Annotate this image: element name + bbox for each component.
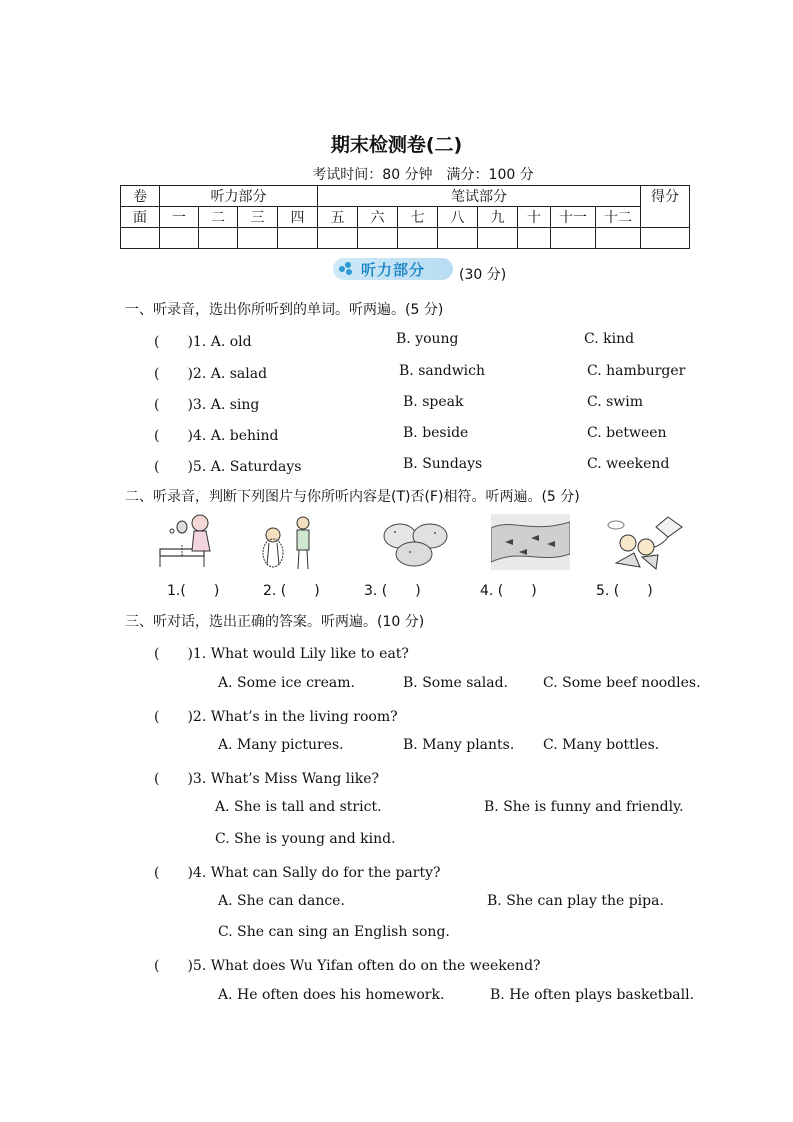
s3-q2-b: B. Many plants. [403, 737, 515, 753]
col-8: 八 [438, 207, 478, 228]
blank-cell[interactable] [551, 228, 596, 249]
section3-heading: 三、听对话，选出正确的答案。听两遍。(10 分) [125, 614, 425, 630]
s3-q5: ( )5. What does Wu Yifan often do on the weekend? [154, 958, 541, 974]
s3-q3-b: B. She is funny and friendly. [484, 799, 684, 815]
col-2: 二 [199, 207, 238, 228]
blank-cell[interactable] [518, 228, 551, 249]
blank-cell[interactable] [398, 228, 438, 249]
river-fish-image [491, 514, 570, 570]
s3-q2: ( )2. What’s in the living room? [154, 709, 398, 725]
s1-q1-b: B. young [396, 331, 459, 347]
s1-q1-c: C. kind [584, 331, 635, 347]
col-12: 十二 [596, 207, 641, 228]
s1-q4-c: C. between [587, 425, 667, 441]
s1-q2-b: B. sandwich [399, 363, 486, 379]
s3-q2-a: A. Many pictures. [218, 737, 344, 753]
s1-q2-c: C. hamburger [587, 363, 686, 379]
picture-label-4: 4. ( ) [480, 583, 537, 599]
ping-pong-girl-image [158, 511, 228, 571]
s3-q4-c: C. She can sing an English song. [218, 924, 450, 940]
juan-cell: 卷 [121, 186, 160, 207]
s1-q5: ( )5. A. Saturdays [154, 459, 302, 475]
score-header: 得分 [641, 186, 690, 228]
banner-label: 听力部分 [361, 261, 426, 279]
col-9: 九 [478, 207, 518, 228]
blank-cell[interactable] [358, 228, 398, 249]
blank-cell[interactable] [478, 228, 518, 249]
col-7: 七 [398, 207, 438, 228]
section1-heading: 一、听录音，选出你所听到的单词。听两遍。(5 分) [125, 302, 444, 318]
s1-q3: ( )3. A. sing [154, 397, 260, 413]
blank-cell[interactable] [278, 228, 318, 249]
writing-header: 笔试部分 [318, 186, 641, 207]
blank-cell[interactable] [596, 228, 641, 249]
s1-q1: ( )1. A. old [154, 334, 252, 350]
listening-points: (30 分) [459, 267, 507, 283]
s3-q2-c: C. Many bottles. [543, 737, 660, 753]
col-5: 五 [318, 207, 358, 228]
s3-q1-c: C. Some beef noodles. [543, 675, 701, 691]
s3-q3-c: C. She is young and kind. [215, 831, 396, 847]
score-table [120, 185, 690, 249]
picture-label-2: 2. ( ) [263, 583, 320, 599]
picture-label-1: 1.( ) [167, 583, 220, 599]
listening-banner [333, 258, 453, 280]
s3-q1-a: A. Some ice cream. [218, 675, 355, 691]
potatoes-image [380, 518, 452, 570]
blank-cell[interactable] [318, 228, 358, 249]
father-son-image [253, 513, 323, 573]
col-1: 一 [160, 207, 199, 228]
col-4: 四 [278, 207, 318, 228]
s3-q4: ( )4. What can Sally do for the party? [154, 865, 441, 881]
s3-q4-b: B. She can play the pipa. [487, 893, 664, 909]
s3-q1: ( )1. What would Lily like to eat? [154, 646, 409, 662]
s1-q4: ( )4. A. behind [154, 428, 279, 444]
s1-q3-b: B. speak [403, 394, 464, 410]
blank-cell[interactable] [438, 228, 478, 249]
s3-q4-a: A. She can dance. [218, 893, 345, 909]
blank-cell[interactable] [121, 228, 160, 249]
mian-cell: 面 [121, 207, 160, 228]
s1-q5-c: C. weekend [587, 456, 670, 472]
s3-q5-a: A. He often does his homework. [218, 987, 445, 1003]
s3-q3-a: A. She is tall and strict. [215, 799, 382, 815]
s3-q5-b: B. He often plays basketball. [490, 987, 695, 1003]
picture-label-3: 3. ( ) [364, 583, 421, 599]
s1-q4-b: B. beside [403, 425, 469, 441]
blank-cell[interactable] [199, 228, 238, 249]
s1-q5-b: B. Sundays [403, 456, 483, 472]
exam-info: 考试时间：80 分钟 满分：100 分 [312, 167, 534, 183]
s1-q3-c: C. swim [587, 394, 644, 410]
s3-q3: ( )3. What’s Miss Wang like? [154, 771, 380, 787]
col-11: 十一 [551, 207, 596, 228]
dots-icon [339, 262, 355, 276]
blank-cell[interactable] [641, 228, 690, 249]
kite-kids-image [606, 513, 688, 571]
col-10: 十 [518, 207, 551, 228]
page-title: 期末检测卷(二) [330, 134, 463, 156]
picture-label-5: 5. ( ) [596, 583, 653, 599]
listening-header: 听力部分 [160, 186, 318, 207]
s1-q2: ( )2. A. salad [154, 366, 268, 382]
col-3: 三 [238, 207, 278, 228]
blank-cell[interactable] [160, 228, 199, 249]
blank-cell[interactable] [238, 228, 278, 249]
s3-q1-b: B. Some salad. [403, 675, 508, 691]
section2-heading: 二、听录音，判断下列图片与你所听内容是(T)否(F)相符。听两遍。(5 分) [125, 489, 580, 505]
col-6: 六 [358, 207, 398, 228]
